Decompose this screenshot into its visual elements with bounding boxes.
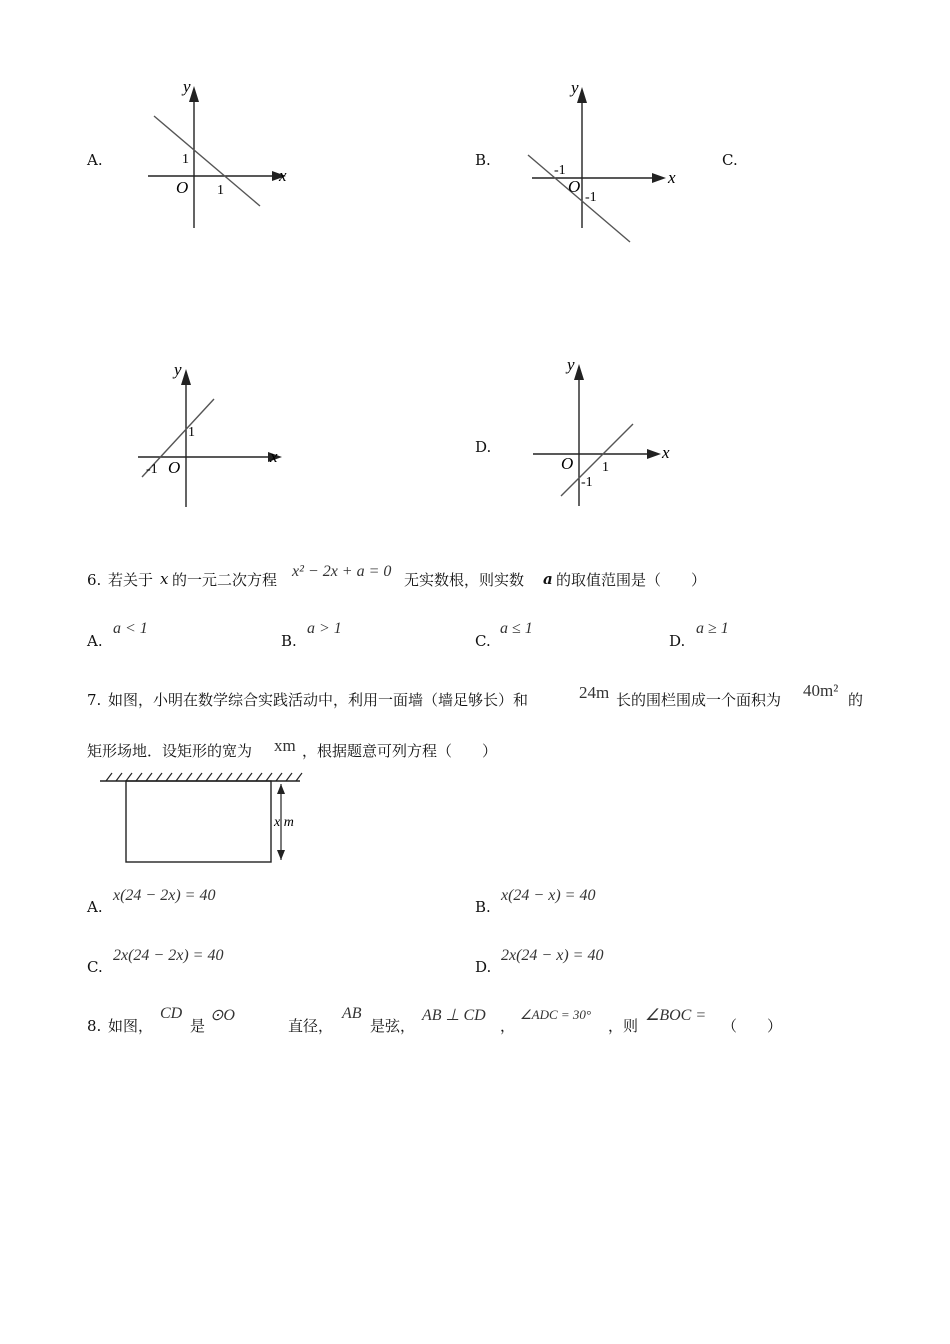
q8-comma: ， [500,1017,516,1035]
q7-number: 7. [87,691,102,709]
q7-option-a-letter: A. [87,898,103,916]
origin-label: O [168,458,181,477]
x-axis-label: x [668,168,676,187]
q5-option-d-letter: D. [475,438,492,456]
q7-line2-a: 矩形场地．设矩形的宽为 [87,742,253,760]
q8-number: 8. [87,1017,102,1035]
y-intercept-label: -1 [581,475,593,490]
q8-text-2: 是 [190,1017,206,1035]
x-axis-label: x [270,447,278,466]
x-axis-label: x [662,443,670,462]
q7-line2-b: ，根据题意可列方程（ ） [302,742,498,760]
q7-option-d-expr: 2x(24 − x) = 40 [501,947,604,964]
y-axis-label: y [183,77,191,96]
y-axis-label: y [571,78,579,97]
q7-width-var: xm [274,736,296,755]
width-label: x m [274,815,294,830]
q5-graph-d [525,350,685,510]
q7-text-3: 的 [848,691,864,709]
q5-graph-b [520,75,690,245]
y-intercept-label: 1 [188,425,195,440]
x-axis-label: x [279,166,287,185]
q6-option-a-expr: a < 1 [113,620,148,637]
y-axis-label: y [174,360,182,379]
y-intercept-label: 1 [182,152,189,167]
q6-option-d-letter: D. [669,632,686,650]
q6-option-b-letter: B. [281,632,297,650]
q6-option-d-expr: a ≥ 1 [696,620,729,637]
q5-option-a-letter: A. [87,151,103,169]
wall-hatching [106,773,302,781]
q6-var-x: x [160,570,169,588]
q6-equation: x² − 2x + a = 0 [292,563,392,580]
origin-label: O [176,178,189,197]
q7-option-b-letter: B. [475,898,491,916]
q7-option-a-expr: x(24 − 2x) = 40 [113,887,216,904]
x-intercept-label: -1 [146,462,158,477]
x-intercept-label: -1 [554,163,566,178]
q6-text-1: 若关于 [108,571,154,589]
q7-length: 24m [579,683,610,702]
q6-var-a: a [543,570,553,588]
q8-boc: ∠BOC = [645,1007,707,1024]
q7-text-1: 如图，小明在数学综合实践活动中，利用一面墙（墙足够长）和 [108,691,529,709]
q6-text-3: 无实数根，则实数 [404,571,525,589]
x-intercept-label: 1 [602,460,609,475]
origin-label: O [561,454,574,473]
q8-perp: AB ⊥ CD [422,1007,486,1024]
q7-text-2: 长的围栏围成一个面积为 [616,691,782,709]
q8-text-5: ，则 [608,1017,639,1035]
q5-option-c-letter: C. [722,151,738,169]
q8-text-3: 直径， [288,1017,334,1035]
x-intercept-label: 1 [217,183,224,198]
q8-text-4: 是弦， [370,1017,416,1035]
q7-option-c-letter: C. [87,958,103,976]
q6-text-2: 的一元二次方程 [172,571,278,589]
q7-option-b-expr: x(24 − x) = 40 [501,887,596,904]
q8-ab: AB [342,1005,362,1022]
q8-paren: （ ） [722,1017,783,1035]
q7-option-c-expr: 2x(24 − 2x) = 40 [113,947,224,964]
q8-circle: ⊙O [210,1007,235,1024]
q5-graph-c [130,355,290,515]
q7-fence-diagram [98,772,328,864]
q6-text-4: 的取值范围是（ ） [556,571,707,589]
q5-graph-a [140,72,300,232]
q8-cd: CD [160,1005,183,1022]
origin-label: O [568,177,581,196]
q8-angle: ∠ADC = 30° [520,1007,592,1022]
q6-option-c-letter: C. [475,632,491,650]
q6-option-a-letter: A. [87,632,103,650]
q8-text-1: 如图， [108,1017,154,1035]
q6-option-b-expr: a > 1 [307,620,342,637]
y-axis-label: y [567,355,575,374]
q6-option-c-expr: a ≤ 1 [500,620,533,637]
q5-option-b-letter: B. [475,151,491,169]
y-intercept-label: -1 [585,190,597,205]
q7-option-d-letter: D. [475,958,492,976]
q7-area: 40m² [803,681,839,700]
q6-number: 6. [87,571,102,589]
